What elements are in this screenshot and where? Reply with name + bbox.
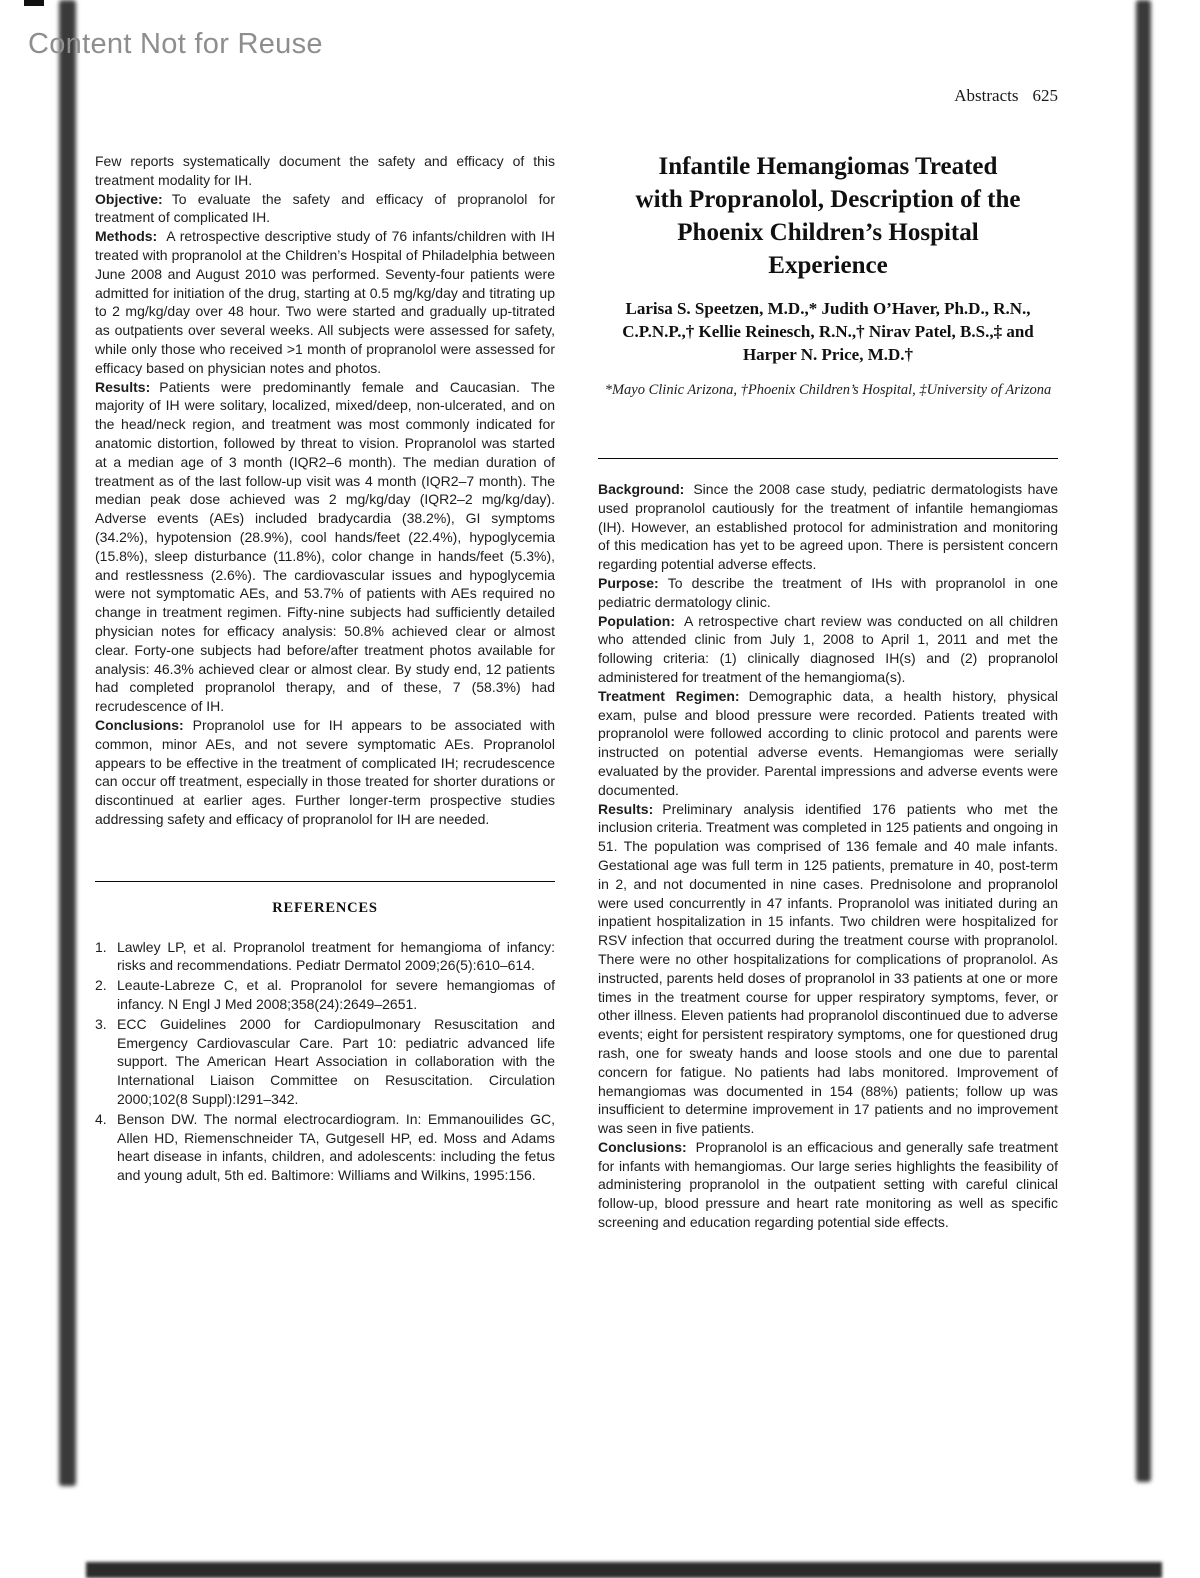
abstract-paragraph-results	[598, 800, 1058, 1138]
article-title-line: Experience	[768, 252, 888, 279]
paragraph-label: Purpose:	[598, 574, 659, 591]
abstract-paragraph-treatment-regimen	[598, 687, 1058, 800]
running-head	[598, 86, 1058, 106]
reference-item	[95, 1015, 555, 1109]
title-body-divider	[598, 458, 1058, 459]
abstract-paragraph-conclusions	[95, 716, 555, 829]
paragraph-text: Preliminary analysis identified 176 patients who met the inclusion criteria. Treatment was completed in 125 patients and ongoing in 51. The population was comprised of 136 female and 40 male infants. Gestational age was full term in 125 patients, premature in 40, post-term in 2, and not documented in nine cases. Prednisolone and propranolol were used concurrently in 47 infants. Propranolol was initiated during an inpatient hospitalization in 15 infants. Two children were hospitalized for RSV infection that occurred during the treatment course with propranolol. There were no other hospitalizations for complications of propranolol. As instructed, parents held doses of propranolol in 33 patients at one or more times in the treatment course for upper respiratory symptoms, fever, or other illness. Eleven patients had propranolol discontinued due to adverse events; eight for persistent respiratory symptoms, one for questioned drug rash, one for sweaty hands and loose stools and one due to parental concern for fatigue. No patients had labs monitored. Improvement of hemangiomas was documented in 154 (88%) patients; follow up was insufficient to determine improvement in 17 patients and no improvement was seen in five patients.	[598, 800, 1058, 1137]
paragraph-text: A retrospective descriptive study of 76 infants/children with IH treated with propranolol at the Children’s Hospital of Philadelphia between June 2008 and August 2010 was performed. Seventy-four patients were admitted for initiation of the drug, starting at 0.5 mg/kg/day and titrating up to 2 mg/kg/day over 48 hour. Two were started and gradually up-titrated as outpatients over several weeks. All subjects were assessed for safety, while only those who received >1 month of propranolol were assessed for efficacy based on physician notes and photos.	[95, 228, 555, 376]
page-number: 625	[1032, 86, 1058, 105]
abstract-paragraph-population	[598, 612, 1058, 687]
references-title: REFERENCES	[272, 899, 378, 916]
paragraph-text: Propranolol is an efficacious and generally safe treatment for infants with hemangiomas. Our large series highlights the feasibility of administering propranolol in the outpatient setting with careful clinical follow-up, blood pressure and heart rate monitoring as well as specific screening and education regarding potential side effects.	[598, 1138, 1058, 1231]
reference-text: Lawley LP, et al. Propranolol treatment for hemangioma of infancy: risks and recommendations. Pediatr Dermatol 2009;26(5):610–614.	[117, 938, 555, 974]
reference-item	[95, 976, 555, 1014]
scan-artifact-right-bar	[1136, 0, 1151, 1482]
paragraph-label: Objective:	[95, 190, 163, 207]
article-title-line: Infantile Hemangiomas Treated	[658, 153, 998, 180]
reference-item	[95, 938, 555, 976]
right-column	[598, 150, 1058, 1232]
abstract-paragraph-background	[598, 480, 1058, 574]
reference-item	[95, 1110, 555, 1185]
paragraph-label: Conclusions:	[598, 1138, 687, 1155]
paragraph-label: Treatment Regimen:	[598, 687, 740, 704]
scan-artifact-left-bar	[59, 0, 76, 1486]
paragraph-label: Population:	[598, 612, 675, 629]
reference-number: 2.	[95, 977, 107, 994]
abstract-paragraph-conclusions	[598, 1138, 1058, 1232]
paragraph-text: Demographic data, a health history, physical exam, pulse and blood pressure were recorded. Patients treated with propranolol were followed according to clinic protocol and parents were instructed on potential adverse events. Hemangiomas were serially evaluated by the provider. Parental impressions and adverse events were documented.	[598, 687, 1058, 798]
paragraph-text: Patients were predominantly female and Caucasian. The majority of IH were solitary, localized, mixed/deep, non-ulcerated, and on the head/neck region, and treatment was most commonly indicated for anatomic distortion, followed by threat to vision. Propranolol was started at a median age of 3 month (IQR2–6 month). The median duration of treatment as of the last follow-up visit was 4 month (IQR2–7 month). The median peak dose achieved was 2 mg/kg/day (IQR2–2 mg/kg/day). Adverse events (AEs) included bradycardia (38.2%), GI symptoms (34.2%), hypotension (28.9%), cool hands/feet (22.4%), hypoglycemia (15.8%), sleep disturbance (11.8%), color change in hands/feet (5.3%), and restlessness (2.6%). The cardiovascular issues and hypoglycemia were not symptomatic AEs, and 53.7% of patients with AEs required no change in treatment regimen. Fifty-nine subjects had sufficiently detailed physician notes for efficacy analysis: 50.8% achieved clear or almost clear. Forty-one subjects had before/after treatment photos available for analysis: 46.3% achieved clear or almost clear. By study end, 12 patients had completed propranolol therapy, and of these, 7 (58.3%) had recrudescence of IH.	[95, 378, 555, 715]
paragraph-text: To evaluate the safety and efficacy of propranolol for treatment of complicated IH.	[95, 190, 555, 226]
article-title-line: with Propranolol, Description of the	[635, 186, 1021, 213]
paragraph-label: Methods:	[95, 228, 158, 245]
abstract-paragraph-methods	[95, 227, 555, 377]
article-affiliations: *Mayo Clinic Arizona, †Phoenix Children’s Hospital, ‡University of Arizona	[604, 382, 1052, 398]
abstract-paragraph-results	[95, 378, 555, 716]
paragraph-label: Conclusions:	[95, 716, 184, 733]
abstract-paragraph-objective	[95, 190, 555, 228]
article-title	[598, 150, 1058, 282]
paragraph-label: Background:	[598, 481, 685, 497]
abstract-intro-paragraph: Few reports systematically document the safety and efficacy of this treatment modality for IH.	[95, 153, 555, 188]
paragraph-label: Results:	[598, 800, 654, 817]
references-divider	[95, 881, 555, 882]
paragraph-text: Propranolol use for IH appears to be associated with common, minor AEs, and not severe symptomatic AEs. Propranolol appears to be effective in the treatment of complicated IH; recrudescence can occur off treatment, especially in those treated for shorter durations or discontinued at earlier ages. Further longer-term prospective studies addressing safety and efficacy of propranolol for IH are needed.	[95, 716, 555, 827]
running-head-label: Abstracts	[954, 86, 1019, 105]
paragraph-text: Since the 2008 case study, pediatric dermatologists have used propranolol cautiously for the treatment of infantile hemangiomas (IH). However, an established protocol for administration and monitoring of this medication has yet to be agreed upon. There is persistent concern regarding potential adverse effects.	[598, 481, 1058, 573]
references-list	[95, 938, 555, 1185]
watermark: Content Not for Reuse	[28, 28, 323, 60]
reference-number: 3.	[95, 1015, 107, 1032]
scan-artifact-corner-mark	[24, 0, 44, 6]
paragraph-text: To describe the treatment of IHs with propranolol in one pediatric dermatology clinic.	[598, 574, 1058, 610]
reference-text: ECC Guidelines 2000 for Cardiopulmonary Resuscitation and Emergency Cardiovascular Care. Part 10: pediatric advanced life support. The American Heart Association in collaboration with the International Liaison Committee on Resuscitation. Circulation 2000;102(8 Suppl):I291–342.	[117, 1015, 555, 1108]
reference-number: 4.	[95, 1110, 107, 1127]
article-title-line: Phoenix Children’s Hospital	[677, 219, 979, 246]
reference-text: Benson DW. The normal electrocardiogram. In: Emmanouilides GC, Allen HD, Riemenschneider TA, Gutgesell HP, ed. Moss and Adams heart disease in infants, children, and adolescents: including the fetus and young adult, 5th ed. Baltimore: Williams and Wilkins, 1995:156.	[117, 1110, 555, 1184]
paragraph-text: A retrospective chart review was conducted on all children who attended clinic from July 1, 2008 to April 1, 2011 and met the following criteria: (1) clinically diagnosed IH(s) and (2) propranolol administered for treatment of the hemangioma(s).	[598, 612, 1058, 685]
left-column	[95, 152, 555, 1186]
reference-number: 1.	[95, 938, 107, 955]
article-authors: Larisa S. Speetzen, M.D.,* Judith O’Haver, Ph.D., R.N., C.P.N.P.,† Kellie Reinesch, R.N.,† Nirav Patel, B.S.,‡ and Harper N. Price, M.D.†	[622, 299, 1034, 364]
scan-artifact-bottom-bar	[86, 1562, 1162, 1578]
abstract-paragraph-purpose	[598, 574, 1058, 612]
reference-text: Leaute-Labreze C, et al. Propranolol for severe hemangiomas of infancy. N Engl J Med 2008;358(24):2649–2651.	[117, 977, 555, 1013]
paragraph-label: Results:	[95, 378, 151, 395]
